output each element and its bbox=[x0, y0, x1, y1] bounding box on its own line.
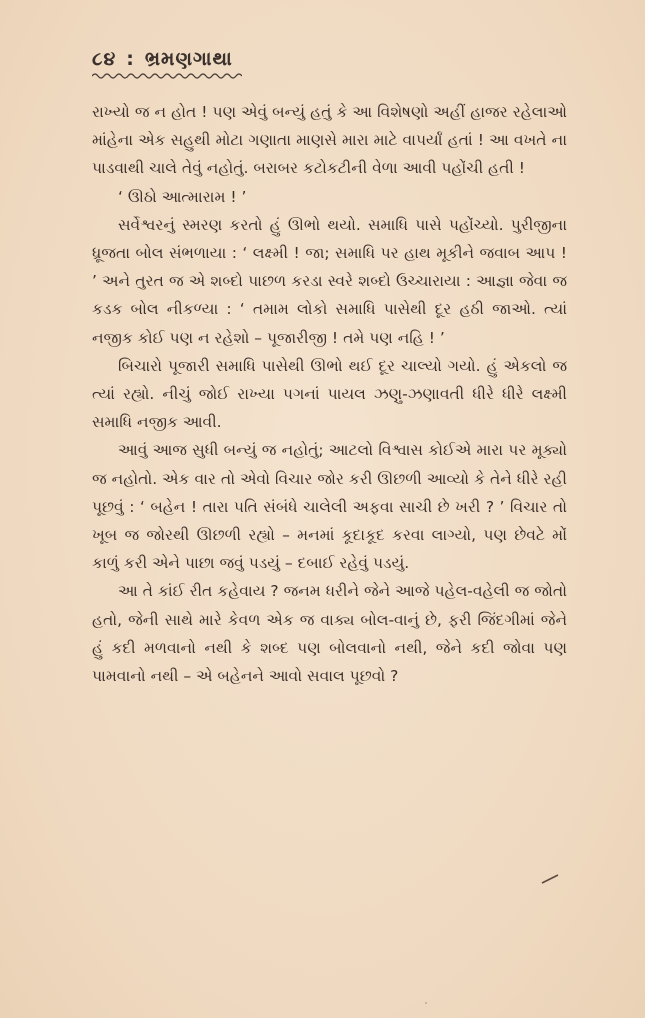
speck bbox=[425, 1002, 427, 1004]
paragraph-3: સર્વેશ્વરનું સ્મરણ કરતો હું ઊભો થયો. સમાધિ પાસે પહોંચ્યો. પુરીજીના ધ્રૂજતા બોલ સંભળાયા : ‘ લક્ષ્મી ! જા; સમાધિ પર હાથ મૂકીને જવાબ આપ ! ’ અને તુરત જ એ શબ્દો પાછળ કરડા સ્વરે શબ્દો ઉચ્ચારાયા : આજ્ઞા જેવા જ કડક બોલ નીકળ્યા : ‘ તમામ લોકો સમાધિ પાસેથી દૂર હઠી જાઓ. ત્યાં નજીક કોઈ પણ ન રહેશો – પૂજારીજી ! તમે પણ નહિ ! ’ bbox=[92, 215, 567, 347]
page-number: ૮૪ bbox=[92, 48, 117, 70]
decorative-wavy-rule bbox=[92, 72, 242, 80]
paragraph-4: બિચારો પૂજારી સમાધિ પાસેથી ઊભો થઈ દૂર ચાલ્યો ગયો. હું એકલો જ ત્યાં રહ્યો. નીચું જોઈ રાખ્યા પગનાં પાયલ ઝણુ-ઝણાવતી ધીરે ધીરે લક્ષ્મી સમાધિ નજીક આવી. bbox=[92, 356, 567, 432]
paragraph-6: આ તે કાંઈ રીત કહેવાય ? જનમ ધરીને જેને આજે પહેલ-વહેલી જ જોતો હતો, જેની સાથે મારે કેવળ એક જ વાક્ય બોલ-વાનું છે, ફરી જિંદગીમાં જેને હું કદી મળવાનો નથી કે શબ્દ પણ બોલવાનો નથી, જેને કદી જોવા પણ પામવાનો નથી – એ બહેનને આવો સવાલ પૂછવો ? bbox=[92, 582, 567, 686]
body-text bbox=[92, 98, 567, 690]
pen-mark bbox=[540, 873, 560, 885]
running-header bbox=[92, 48, 233, 70]
paragraph-2: ‘ ઊઠો આત્મારામ ! ’ bbox=[118, 187, 247, 206]
paragraph-5: આવું આજ સુધી બન્યું જ નહોતું; આટલો વિશ્વાસ કોઈએ મારા પર મૂક્યો જ નહોતો. એક વાર તો એવો વિચાર જોર કરી ઊછળી આવ્યો કે તેને ધીરે રહી પૂછવું : ‘ બહેન ! તારા પતિ સંબંધે ચાલેલી અફવા સાચી છે ખરી ? ’ વિચાર તો ખૂબ જ જોરથી ઊછળી રહ્યો – મનમાં કૂદાકૂદ કરવા લાગ્યો, પણ છેવટે મોં કાળું કરી એને પાછા જવું પડયું – દબાઈ રહેવું પડયું. bbox=[92, 441, 567, 573]
header-separator: : bbox=[126, 48, 135, 70]
book-title: ભ્રમણગાથા bbox=[144, 48, 233, 70]
paragraph-1: રાખ્યો જ ન હોત ! પણ એવું બન્યું હતું કે આ વિશેષણો અહીં હાજર રહેલાઓ માંહેના એક સહુથી મોટા ગણાતા માણસે મારા માટે વાપર્યાં હતાં ! આ વખતે ના પાડવાથી ચાલે તેવું નહોતું. બરાબર કટોકટીની વેળા આવી પહોંચી હતી ! bbox=[92, 103, 567, 178]
